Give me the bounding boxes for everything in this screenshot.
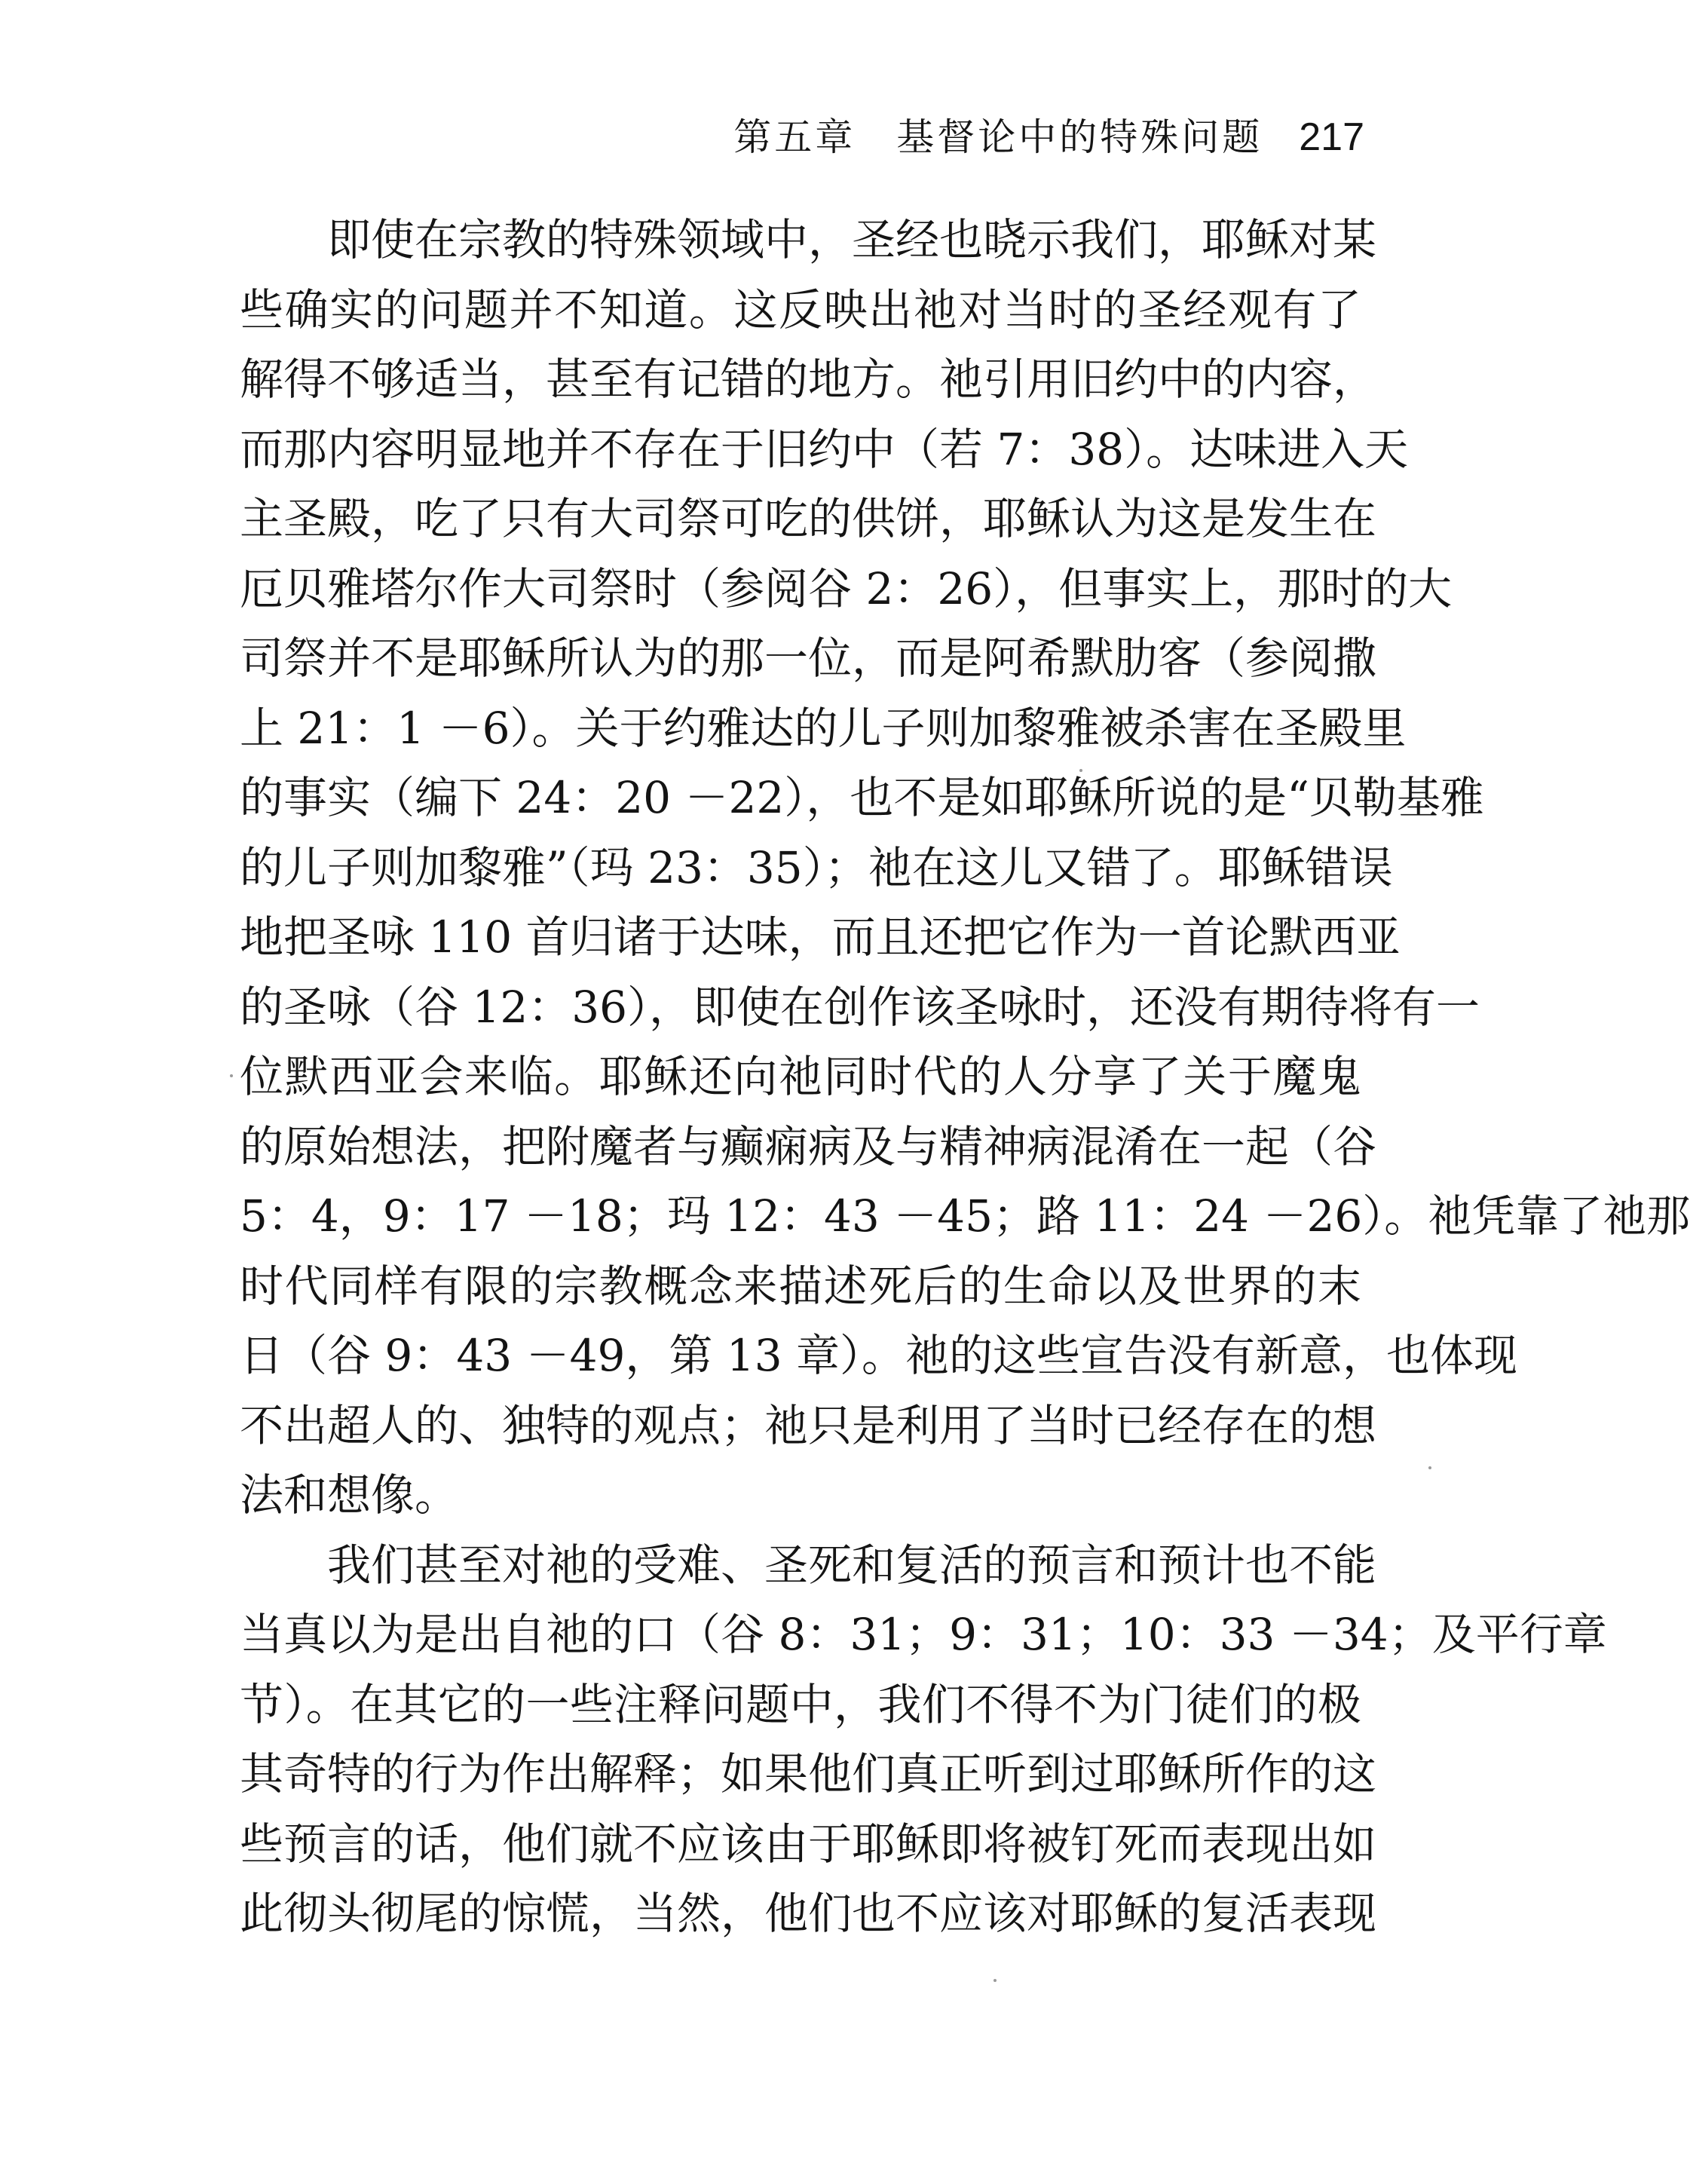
text-line: 当真以为是出自祂的口（谷 8：31；9：31；10：33 －34；及平行章 (240, 1609, 1607, 1660)
text-line: 此彻头彻尾的惊慌，当然，他们也不应该对耶稣的复活表现 (240, 1888, 1377, 1939)
text-line: 主圣殿，吃了只有大司祭可吃的供饼，耶稣认为这是发生在 (240, 493, 1377, 544)
scan-speck (1079, 769, 1082, 772)
paragraph-2 (240, 1530, 1607, 1949)
text-line: 即使在宗教的特殊领域中，圣经也晓示我们，耶稣对某 (327, 214, 1377, 265)
text-line: 的儿子则加黎雅”（玛 23：35）；祂在这儿又错了。耶稣错误 (240, 841, 1393, 893)
text-line: 上 21：1 －6）。关于约雅达的儿子则加黎雅被杀害在圣殿里 (240, 702, 1407, 754)
text-line: 厄贝雅塔尔作大司祭时（参阅谷 2：26），但事实上，那时的大 (240, 562, 1453, 614)
text-line: 的原始想法，把附魔者与癫痫病及与精神病混淆在一起（谷 (240, 1120, 1377, 1172)
text-line: 地把圣咏 110 首归诸于达味，而且还把它作为一首论默西亚 (240, 911, 1401, 963)
text-line: 日（谷 9：43 －49，第 13 章）。祂的这些宣告没有新意，也体现 (240, 1330, 1518, 1381)
body-text (240, 205, 1690, 1949)
running-header (241, 107, 1364, 167)
page-number: 217 (1299, 115, 1364, 159)
text-line: 我们甚至对祂的受难、圣死和复活的预言和预计也不能 (327, 1539, 1377, 1591)
text-line: 其奇特的行为作出解释；如果他们真正听到过耶稣所作的这 (240, 1748, 1377, 1800)
text-line: 节）。在其它的一些注释问题中，我们不得不为门徒们的极 (240, 1678, 1361, 1730)
text-line: 位默西亚会来临。耶稣还向祂同时代的人分享了关于魔鬼 (240, 1051, 1361, 1102)
text-line: 法和想像。 (240, 1469, 459, 1521)
scan-speck (993, 1979, 997, 1982)
text-line: 的事实（编下 24：20 －22），也不是如耶稣所说的是“贝勒基雅 (240, 772, 1484, 823)
paragraph-1 (240, 205, 1690, 1530)
scan-speck (1428, 1466, 1431, 1469)
text-line: 司祭并不是耶稣所认为的那一位，而是阿希默肋客（参阅撒 (240, 633, 1377, 684)
chapter-title: 第五章 基督论中的特殊问题 (733, 115, 1263, 159)
text-line: 的圣咏（谷 12：36），即使在创作该圣咏时，还没有期待将有一 (240, 981, 1480, 1033)
text-line: 些预言的话，他们就不应该由于耶稣即将被钉死而表现出如 (240, 1818, 1377, 1870)
text-line: 解得不够适当，甚至有记错的地方。祂引用旧约中的内容， (240, 354, 1377, 405)
text-line: 而那内容明显地并不存在于旧约中（若 7：38）。达味进入天 (240, 423, 1409, 475)
text-line: 时代同样有限的宗教概念来描述死后的生命以及世界的末 (240, 1260, 1361, 1312)
text-line: 不出超人的、独特的观点；祂只是利用了当时已经存在的想 (240, 1399, 1377, 1451)
scan-speck (230, 1074, 233, 1077)
text-line: 5：4，9：17 －18；玛 12：43 －45；路 11：24 －26）。祂凭靠了祂那 (240, 1190, 1690, 1242)
text-line: 些确实的问题并不知道。这反映出祂对当时的圣经观有了 (240, 283, 1361, 335)
